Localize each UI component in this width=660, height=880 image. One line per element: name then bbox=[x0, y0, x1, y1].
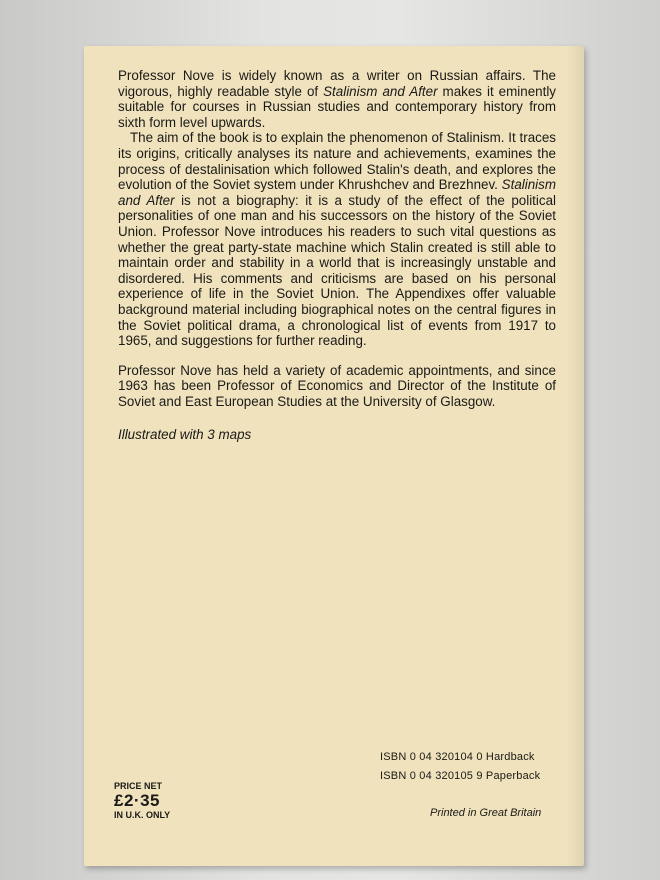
book-title-italic: Stalinism and After bbox=[118, 177, 556, 208]
printed-in: Printed in Great Britain bbox=[430, 807, 542, 819]
isbn-hardback: ISBN 0 04 320104 0 Hardback bbox=[380, 751, 535, 763]
author-bio: Professor Nove has held a variety of academic appointments, and since 1963 has been Professor of Economics and Director of the Institute of Soviet and East European Studies at the University of Glasgow. bbox=[118, 362, 556, 409]
price-region: IN U.K. ONLY bbox=[114, 810, 171, 820]
book-title-italic: Stalinism and After bbox=[323, 83, 438, 99]
isbn-paperback: ISBN 0 04 320105 9 Paperback bbox=[380, 770, 541, 782]
illustrated-note: Illustrated with 3 maps bbox=[118, 427, 252, 443]
price-label: PRICE NET bbox=[114, 781, 163, 791]
price-block bbox=[114, 781, 170, 821]
book-back-cover bbox=[84, 46, 584, 866]
blurb-text bbox=[118, 68, 556, 443]
price-amount: £2·35 bbox=[114, 791, 160, 810]
blurb-paragraph-2: The aim of the book is to explain the phenomenon of Stalinism. It traces its origins, critically analyses its nature and achievements, examines the process of destalinisation which followed Stalin's death, and explores the evolution of the Soviet system under Khrushchev and Brezhnev. Stalinism and After is not a biography: it is a study of the effect of the political personalities of one man and his successors on the history of the Soviet Union. Professor Nove introduces his readers to such vital questions as whether the great party-state machine which Stalin created is still able to maintain order and stability in a world that is increasingly unstable and disordered. His comments and criticisms are based on his personal experience of life in the Soviet Union. The Appendixes offer valuable background material including biographical notes on the central figures in the Soviet political drama, a chronological list of events from 1917 to 1965, and suggestions for further reading. bbox=[118, 130, 556, 349]
blurb-paragraph-1: Professor Nove is widely known as a writer on Russian affairs. The vigorous, highly readable style of Stalinism and After makes it eminently suitable for courses in Russian studies and contemporary history from sixth form level upwards. bbox=[118, 68, 556, 130]
isbn-block bbox=[380, 748, 540, 786]
